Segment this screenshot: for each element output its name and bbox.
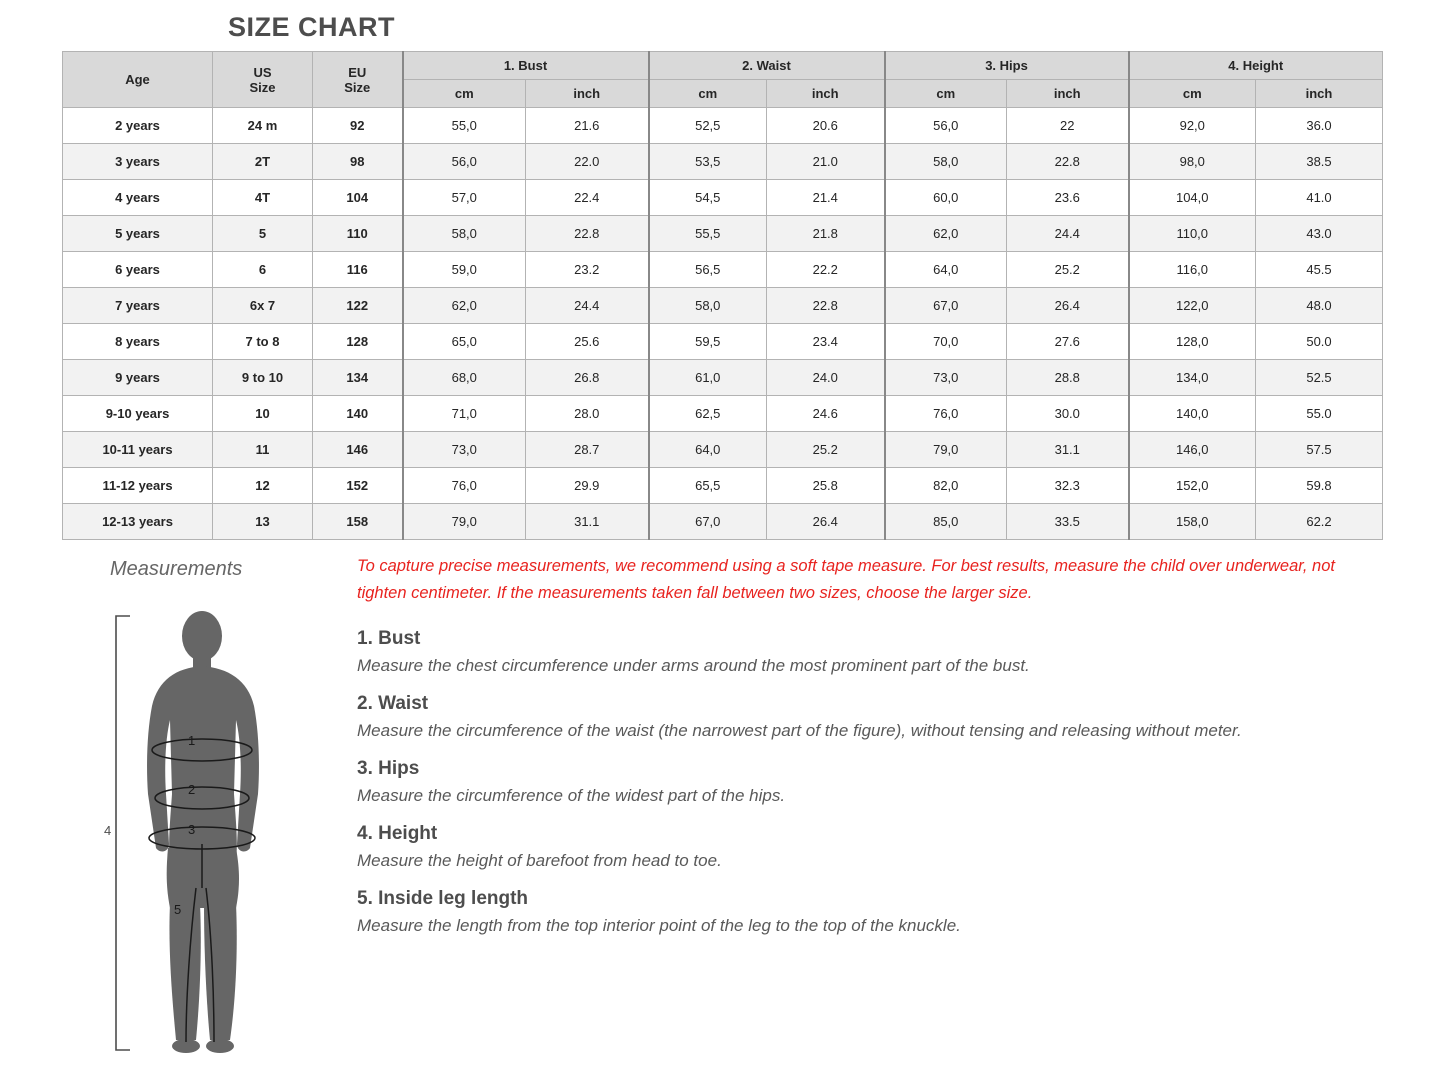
cell-height-cm: 116,0: [1129, 252, 1256, 288]
cell-eu-size: 116: [313, 252, 403, 288]
cell-us-size: 13: [213, 504, 313, 540]
size-chart-table: [62, 51, 1383, 540]
cell-height-cm: 152,0: [1129, 468, 1256, 504]
cell-waist-cm: 54,5: [649, 180, 767, 216]
cell-bust-cm: 55,0: [403, 108, 526, 144]
page-title: SIZE CHART: [228, 12, 395, 42]
cell-waist-inch: 22.8: [767, 288, 885, 324]
cell-age: 6 years: [63, 252, 213, 288]
cell-us-size: 24 m: [213, 108, 313, 144]
cell-waist-inch: 21.0: [767, 144, 885, 180]
table-row: [63, 396, 1383, 432]
cell-hips-cm: 62,0: [885, 216, 1007, 252]
cell-bust-cm: 65,0: [403, 324, 526, 360]
col-header-age: Age: [63, 52, 213, 108]
instruction-section: [357, 888, 1367, 939]
cell-us-size: 6: [213, 252, 313, 288]
body-silhouette: [147, 611, 259, 1053]
cell-eu-size: 122: [313, 288, 403, 324]
cell-bust-cm: 71,0: [403, 396, 526, 432]
cell-hips-cm: 60,0: [885, 180, 1007, 216]
cell-bust-inch: 31.1: [526, 504, 649, 540]
cell-hips-cm: 56,0: [885, 108, 1007, 144]
cell-hips-cm: 67,0: [885, 288, 1007, 324]
cell-waist-cm: 56,5: [649, 252, 767, 288]
cell-hips-inch: 27.6: [1007, 324, 1129, 360]
cell-bust-inch: 24.4: [526, 288, 649, 324]
table-header: [63, 52, 1383, 108]
cell-hips-cm: 76,0: [885, 396, 1007, 432]
table-row: [63, 288, 1383, 324]
cell-bust-inch: 22.8: [526, 216, 649, 252]
col-header-bust: 1. Bust: [403, 52, 649, 80]
us-size-line-2: Size: [249, 79, 276, 95]
cell-hips-cm: 58,0: [885, 144, 1007, 180]
cell-waist-cm: 52,5: [649, 108, 767, 144]
table-row: [63, 432, 1383, 468]
col-header-waist: 2. Waist: [649, 52, 885, 80]
cell-hips-inch: 33.5: [1007, 504, 1129, 540]
cell-height-cm: 146,0: [1129, 432, 1256, 468]
instruction-body: Measure the circumference of the waist (the narrowest part of the figure), without tensing and releasing without meter.: [357, 721, 1242, 740]
cell-height-inch: 50.0: [1256, 324, 1383, 360]
cell-bust-cm: 79,0: [403, 504, 526, 540]
cell-bust-inch: 23.2: [526, 252, 649, 288]
cell-bust-cm: 57,0: [403, 180, 526, 216]
subcol-bust-inch: inch: [526, 80, 649, 108]
cell-waist-inch: 21.8: [767, 216, 885, 252]
cell-bust-inch: 22.4: [526, 180, 649, 216]
cell-age: 9-10 years: [63, 396, 213, 432]
subcol-hips-inch: inch: [1007, 80, 1129, 108]
cell-eu-size: 152: [313, 468, 403, 504]
cell-hips-cm: 82,0: [885, 468, 1007, 504]
marker-4-label: 4: [104, 823, 112, 838]
cell-us-size: 7 to 8: [213, 324, 313, 360]
cell-eu-size: 146: [313, 432, 403, 468]
cell-height-inch: 62.2: [1256, 504, 1383, 540]
table-row: [63, 180, 1383, 216]
cell-age: 3 years: [63, 144, 213, 180]
body-figure-illustration: [90, 608, 340, 1058]
cell-bust-inch: 22.0: [526, 144, 649, 180]
cell-age: 11-12 years: [63, 468, 213, 504]
instruction-body: Measure the chest circumference under arms around the most prominent part of the bust.: [357, 656, 1030, 675]
eu-size-line-1: EU: [348, 64, 367, 80]
cell-waist-inch: 20.6: [767, 108, 885, 144]
subcol-bust-cm: cm: [403, 80, 526, 108]
cell-hips-inch: 31.1: [1007, 432, 1129, 468]
cell-bust-cm: 62,0: [403, 288, 526, 324]
cell-us-size: 4T: [213, 180, 313, 216]
marker-1-label: 1: [188, 733, 196, 748]
cell-bust-inch: 25.6: [526, 324, 649, 360]
cell-bust-cm: 76,0: [403, 468, 526, 504]
instruction-title: 1. Bust: [357, 628, 421, 649]
cell-height-inch: 36.0: [1256, 108, 1383, 144]
cell-us-size: 2T: [213, 144, 313, 180]
cell-us-size: 10: [213, 396, 313, 432]
cell-height-inch: 45.5: [1256, 252, 1383, 288]
cell-hips-inch: 32.3: [1007, 468, 1129, 504]
cell-hips-cm: 73,0: [885, 360, 1007, 396]
subcol-waist-inch: inch: [767, 80, 885, 108]
cell-eu-size: 128: [313, 324, 403, 360]
instruction-section: [357, 823, 1367, 874]
cell-waist-inch: 23.4: [767, 324, 885, 360]
cell-bust-inch: 21.6: [526, 108, 649, 144]
cell-waist-inch: 22.2: [767, 252, 885, 288]
cell-waist-inch: 21.4: [767, 180, 885, 216]
measurements-label: Measurements: [110, 558, 243, 580]
cell-waist-cm: 58,0: [649, 288, 767, 324]
cell-age: 4 years: [63, 180, 213, 216]
cell-eu-size: 98: [313, 144, 403, 180]
cell-waist-inch: 25.8: [767, 468, 885, 504]
cell-waist-inch: 24.6: [767, 396, 885, 432]
cell-waist-cm: 65,5: [649, 468, 767, 504]
cell-height-inch: 57.5: [1256, 432, 1383, 468]
cell-bust-inch: 28.7: [526, 432, 649, 468]
table-row: [63, 468, 1383, 504]
cell-height-inch: 48.0: [1256, 288, 1383, 324]
subcol-waist-cm: cm: [649, 80, 767, 108]
cell-hips-cm: 85,0: [885, 504, 1007, 540]
cell-height-cm: 92,0: [1129, 108, 1256, 144]
cell-height-cm: 140,0: [1129, 396, 1256, 432]
instruction-body: Measure the height of barefoot from head to toe.: [357, 851, 722, 870]
table-group-header-row: [63, 52, 1383, 80]
subcol-height-cm: cm: [1129, 80, 1256, 108]
cell-hips-cm: 70,0: [885, 324, 1007, 360]
cell-us-size: 12: [213, 468, 313, 504]
cell-height-cm: 104,0: [1129, 180, 1256, 216]
cell-eu-size: 158: [313, 504, 403, 540]
subcol-height-inch: inch: [1256, 80, 1383, 108]
cell-eu-size: 92: [313, 108, 403, 144]
cell-age: 5 years: [63, 216, 213, 252]
instruction-body: Measure the circumference of the widest part of the hips.: [357, 786, 786, 805]
cell-eu-size: 134: [313, 360, 403, 396]
figure-svg: [90, 608, 340, 1058]
cell-bust-inch: 29.9: [526, 468, 649, 504]
instruction-title: 3. Hips: [357, 758, 420, 779]
instruction-section: [357, 758, 1367, 809]
instruction-title: 2. Waist: [357, 693, 429, 714]
marker-3-label: 3: [188, 822, 196, 837]
col-header-eu-size: [313, 52, 403, 108]
cell-height-cm: 128,0: [1129, 324, 1256, 360]
eu-size-line-2: Size: [344, 79, 371, 95]
subcol-hips-cm: cm: [885, 80, 1007, 108]
cell-hips-inch: 22: [1007, 108, 1129, 144]
cell-hips-cm: 79,0: [885, 432, 1007, 468]
measurement-instructions: [357, 628, 1367, 953]
col-header-us-size: [213, 52, 313, 108]
cell-eu-size: 140: [313, 396, 403, 432]
cell-height-cm: 122,0: [1129, 288, 1256, 324]
cell-age: 7 years: [63, 288, 213, 324]
cell-age: 2 years: [63, 108, 213, 144]
cell-bust-inch: 26.8: [526, 360, 649, 396]
measurement-notice: To capture precise measurements, we recommend using a soft tape measure. For best results, measure the child over underwear, not tighten centimeter. If the measurements taken fall between two sizes, choose the larger size.: [357, 557, 1335, 602]
cell-height-inch: 52.5: [1256, 360, 1383, 396]
col-header-height: 4. Height: [1129, 52, 1383, 80]
cell-us-size: 9 to 10: [213, 360, 313, 396]
cell-age: 10-11 years: [63, 432, 213, 468]
cell-hips-inch: 26.4: [1007, 288, 1129, 324]
table-row: [63, 360, 1383, 396]
cell-age: 8 years: [63, 324, 213, 360]
cell-bust-cm: 73,0: [403, 432, 526, 468]
marker-5-label: 5: [174, 902, 182, 917]
cell-height-cm: 158,0: [1129, 504, 1256, 540]
cell-bust-inch: 28.0: [526, 396, 649, 432]
cell-bust-cm: 59,0: [403, 252, 526, 288]
cell-bust-cm: 56,0: [403, 144, 526, 180]
cell-waist-cm: 59,5: [649, 324, 767, 360]
cell-waist-cm: 55,5: [649, 216, 767, 252]
cell-waist-inch: 24.0: [767, 360, 885, 396]
cell-bust-cm: 68,0: [403, 360, 526, 396]
cell-waist-cm: 62,5: [649, 396, 767, 432]
col-header-hips: 3. Hips: [885, 52, 1129, 80]
cell-height-inch: 41.0: [1256, 180, 1383, 216]
cell-waist-cm: 53,5: [649, 144, 767, 180]
cell-height-inch: 43.0: [1256, 216, 1383, 252]
instruction-section: [357, 693, 1367, 744]
cell-bust-cm: 58,0: [403, 216, 526, 252]
cell-hips-inch: 24.4: [1007, 216, 1129, 252]
table-body: [63, 108, 1383, 540]
cell-waist-cm: 67,0: [649, 504, 767, 540]
size-chart-table-wrapper: [62, 51, 1382, 540]
cell-hips-inch: 30.0: [1007, 396, 1129, 432]
instruction-body: Measure the length from the top interior point of the leg to the top of the knuckle.: [357, 916, 961, 935]
cell-waist-cm: 64,0: [649, 432, 767, 468]
cell-us-size: 5: [213, 216, 313, 252]
cell-waist-inch: 26.4: [767, 504, 885, 540]
cell-hips-inch: 28.8: [1007, 360, 1129, 396]
cell-hips-inch: 25.2: [1007, 252, 1129, 288]
cell-height-inch: 59.8: [1256, 468, 1383, 504]
table-row: [63, 216, 1383, 252]
cell-age: 12-13 years: [63, 504, 213, 540]
table-row: [63, 324, 1383, 360]
cell-age: 9 years: [63, 360, 213, 396]
cell-us-size: 6x 7: [213, 288, 313, 324]
cell-height-cm: 134,0: [1129, 360, 1256, 396]
table-row: [63, 108, 1383, 144]
cell-hips-inch: 22.8: [1007, 144, 1129, 180]
instruction-title: 4. Height: [357, 823, 438, 844]
marker-2-label: 2: [188, 782, 196, 797]
cell-waist-cm: 61,0: [649, 360, 767, 396]
table-row: [63, 504, 1383, 540]
cell-height-cm: 110,0: [1129, 216, 1256, 252]
cell-hips-cm: 64,0: [885, 252, 1007, 288]
table-row: [63, 252, 1383, 288]
instruction-section: [357, 628, 1367, 679]
cell-height-inch: 55.0: [1256, 396, 1383, 432]
cell-hips-inch: 23.6: [1007, 180, 1129, 216]
instruction-title: 5. Inside leg length: [357, 888, 529, 909]
table-row: [63, 144, 1383, 180]
cell-eu-size: 110: [313, 216, 403, 252]
cell-height-inch: 38.5: [1256, 144, 1383, 180]
cell-us-size: 11: [213, 432, 313, 468]
cell-waist-inch: 25.2: [767, 432, 885, 468]
us-size-line-1: US: [253, 64, 272, 80]
cell-height-cm: 98,0: [1129, 144, 1256, 180]
height-bracket: [116, 616, 130, 1050]
cell-eu-size: 104: [313, 180, 403, 216]
